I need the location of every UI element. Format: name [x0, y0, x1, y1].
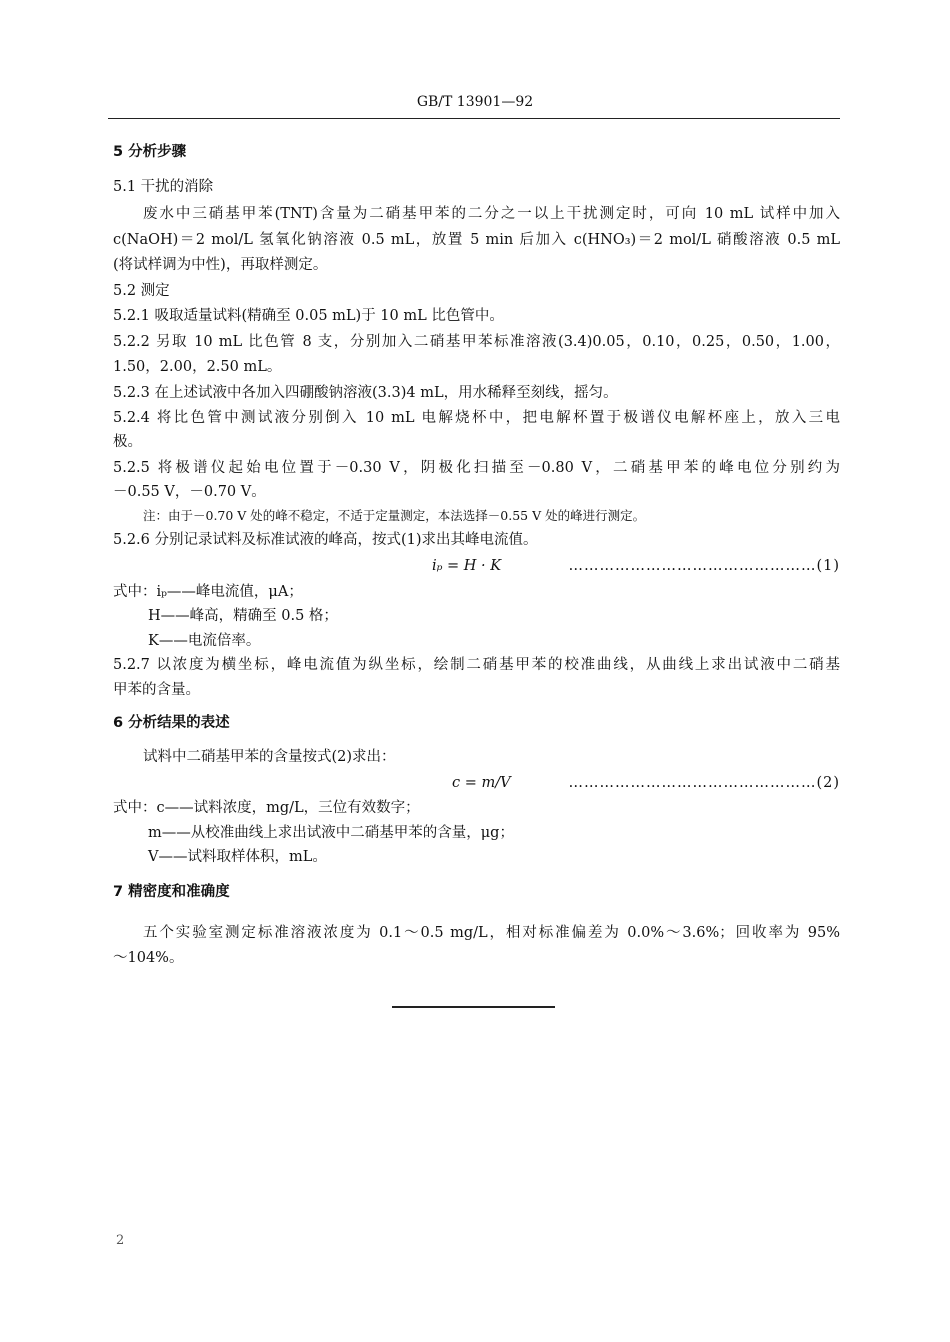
clause-5-2-4-cont: 极。 [113, 434, 142, 450]
formula-2-number: …………………………………………(2) [568, 775, 840, 791]
clause-5-2-7-cont: 甲苯的含量。 [113, 682, 200, 698]
section-5-heading: 5 分析步骤 [113, 144, 187, 160]
formula-1-where: 式中：iₚ——峰电流值，μA； [113, 584, 303, 600]
clause-5-2-2: 5.2.2 另取 10 mL 比色管 8 支，分别加入二硝基甲苯标准溶液(3.4)0.05，0.10，0.25，0.50，1.00， [113, 334, 840, 350]
standard-number-header: GB/T 13901—92 [416, 94, 534, 110]
paragraph-line: 试料中二硝基甲苯的含量按式(2)求出： [143, 749, 396, 765]
clause-5-2-5: 5.2.5 将极谱仪起始电位置于－0.30 V，阴极化扫描至－0.80 V，二硝基甲苯的峰电位分别约为 [113, 460, 840, 476]
formula-2-where: 式中：c——试料浓度，mg/L，三位有效数字； [113, 800, 420, 816]
end-rule [392, 1006, 555, 1008]
clause-5-2-3: 5.2.3 在上述试液中各加入四硼酸钠溶液(3.3)4 mL，用水稀释至刻线，摇匀。 [113, 385, 618, 401]
section-5-2-heading: 5.2 测定 [113, 283, 170, 299]
section-5-1-heading: 5.1 干扰的消除 [113, 179, 214, 195]
clause-5-2-2-cont: 1.50，2.00，2.50 mL。 [113, 359, 282, 375]
paragraph-line: ～104%。 [113, 950, 184, 966]
formula-1-where: H——峰高，精确至 0.5 格； [148, 608, 338, 624]
section-6-heading: 6 分析结果的表述 [113, 715, 230, 731]
formula-1-number: …………………………………………(1) [568, 558, 840, 574]
paragraph-line: 废水中三硝基甲苯(TNT)含量为二硝基甲苯的二分之一以上干扰测定时，可向 10 mL 试样中加入 [143, 206, 840, 222]
paragraph-line: (将试样调为中性)，再取样测定。 [113, 257, 328, 273]
clause-5-2-4: 5.2.4 将比色管中测试液分别倒入 10 mL 电解烧杯中，把电解杯置于极谱仪电解杯座上，放入三电 [113, 410, 840, 426]
clause-5-2-7: 5.2.7 以浓度为横坐标，峰电流值为纵坐标，绘制二硝基甲苯的校准曲线，从曲线上求出试液中二硝基 [113, 657, 840, 673]
formula-2-where: V——试料取样体积，mL。 [148, 849, 327, 865]
header-rule [108, 118, 840, 119]
paragraph-line: c(NaOH)＝2 mol/L 氢氧化钠溶液 0.5 mL，放置 5 min 后加入 c(HNO₃)＝2 mol/L 硝酸溶液 0.5 mL [113, 232, 840, 248]
clause-5-2-5-cont: －0.55 V，－0.70 V。 [113, 484, 266, 500]
formula-1: iₚ = H · K [432, 558, 502, 574]
clause-5-2-6: 5.2.6 分别记录试料及标准试液的峰高，按式(1)求出其峰电流值。 [113, 532, 538, 548]
section-7-heading: 7 精密度和准确度 [113, 884, 230, 900]
page-number: 2 [116, 1233, 125, 1248]
formula-2-where: m——从校准曲线上求出试液中二硝基甲苯的含量，μg； [148, 825, 514, 841]
formula-1-where: K——电流倍率。 [148, 633, 261, 649]
note: 注：由于－0.70 V 处的峰不稳定，不适于定量测定，本法选择－0.55 V 处的峰进行测定。 [143, 508, 646, 523]
clause-5-2-1: 5.2.1 吸取适量试料(精确至 0.05 mL)于 10 mL 比色管中。 [113, 308, 504, 324]
formula-2: c = m/V [452, 775, 511, 791]
paragraph-line: 五个实验室测定标准溶液浓度为 0.1～0.5 mg/L，相对标准偏差为 0.0%～3.6%；回收率为 95% [143, 925, 840, 941]
